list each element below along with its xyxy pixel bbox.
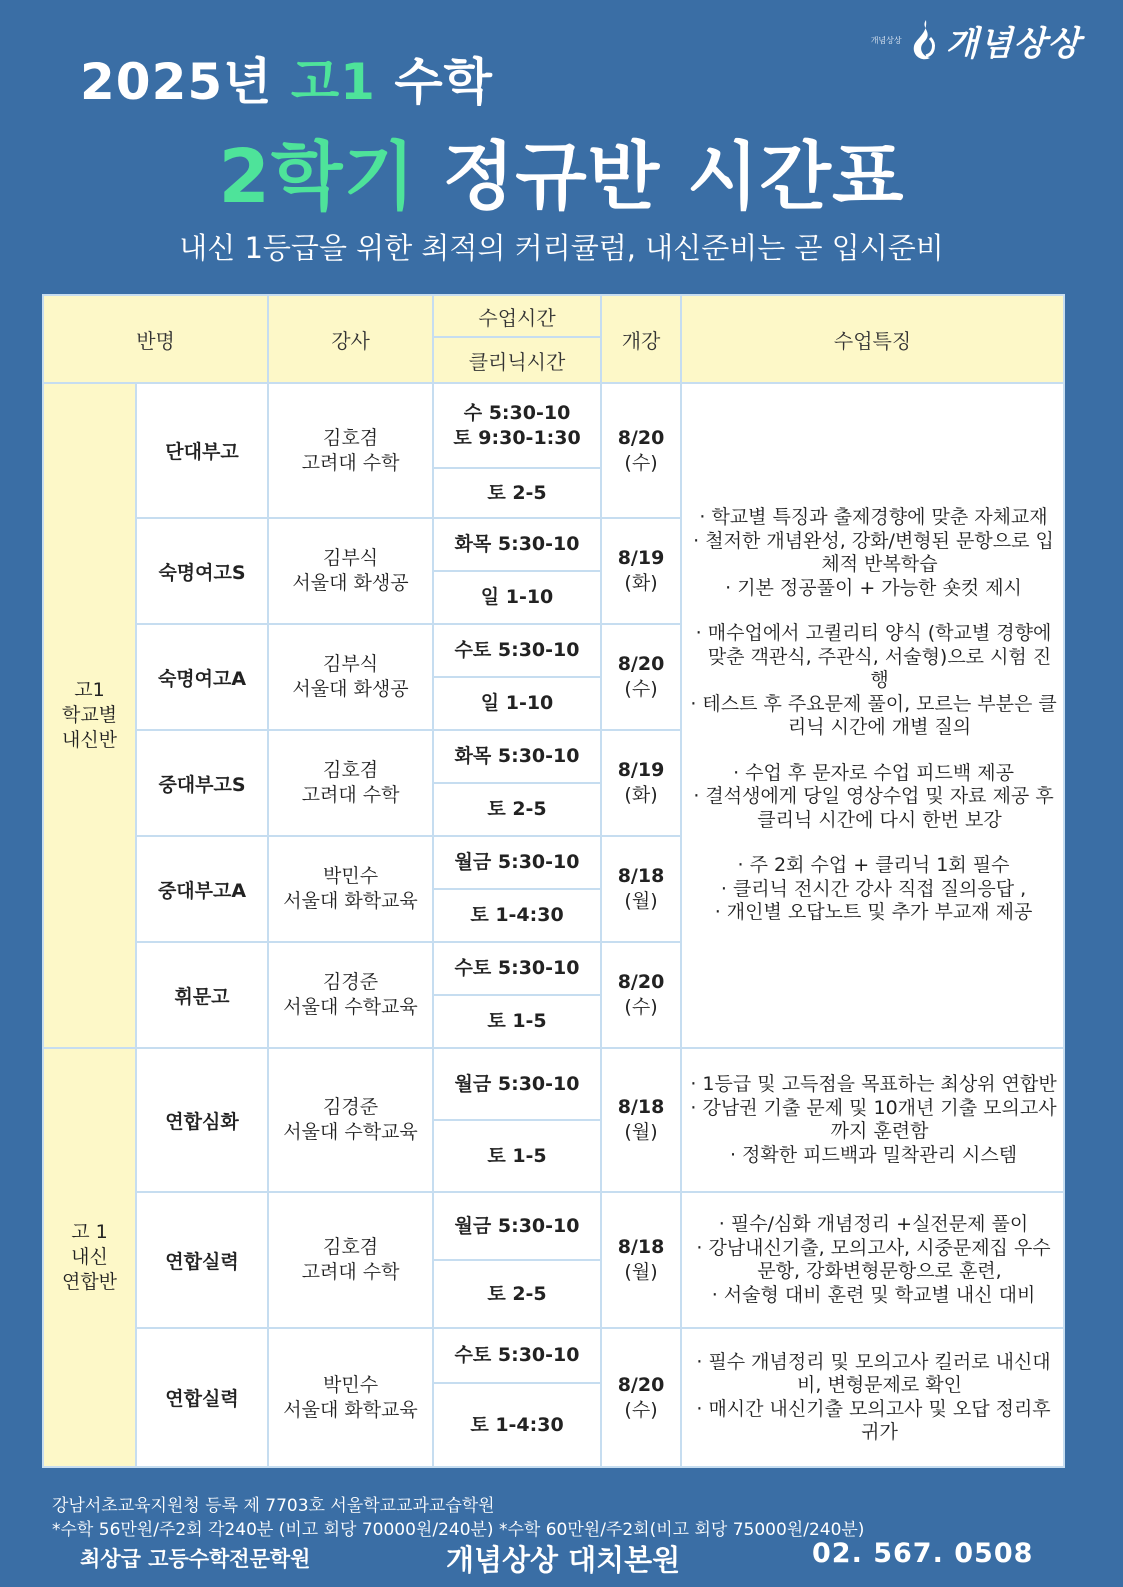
page-title — [0, 118, 1123, 224]
opening-date-value: 8/19 — [617, 759, 665, 781]
feature-item: · 강남권 기출 문제 및 10개년 기출 모의고사까지 훈련함 — [690, 1096, 1057, 1142]
feature-item: · 기본 정공풀이 + 가능한 숏컷 제시 — [725, 576, 1022, 599]
teacher-cell — [268, 942, 433, 1048]
class-name: 중대부고S — [136, 730, 268, 836]
feature-gap — [686, 740, 1059, 762]
opening-date-value: 8/20 — [617, 426, 665, 449]
opening-weekday: (월) — [624, 1261, 658, 1283]
title2-highlight: 2학기 — [218, 134, 417, 220]
teacher-school: 서울대 화생공 — [292, 572, 409, 594]
opening-weekday: (수) — [624, 1398, 658, 1421]
class-time: 월금 5:30-10 — [433, 1048, 601, 1120]
class-name: 숙명여고A — [136, 624, 268, 730]
feature-item: · 주 2회 수업 + 클리닉 1회 필수 — [737, 854, 1010, 877]
teacher-school: 서울대 화생공 — [292, 678, 409, 700]
schedule-table — [42, 294, 1065, 1468]
header-teacher: 강사 — [268, 295, 433, 383]
header-class-time: 수업시간 — [433, 295, 601, 337]
academy-branch-name: 개념상상 대치본원 — [446, 1543, 681, 1577]
features-cell-school — [681, 383, 1064, 1048]
features-cell — [681, 1328, 1064, 1467]
class-time: 월금 5:30-10 — [433, 836, 601, 889]
table-row — [43, 1328, 1064, 1383]
teacher-cell — [268, 836, 433, 942]
feature-item: · 매수업에서 고퀼리티 양식 (학교별 경향에 맞춘 객관식, 주관식, 서술형)으로 시험 진행 — [695, 622, 1052, 692]
class-time: 수토 5:30-10 — [433, 942, 601, 995]
title1-suffix: 수학 — [375, 53, 493, 111]
opening-weekday: (수) — [624, 451, 658, 474]
teacher-name: 김경준 — [322, 1096, 379, 1118]
class-time — [433, 383, 601, 468]
feature-item: · 서술형 대비 훈련 및 학교별 내신 대비 — [711, 1283, 1036, 1306]
class-time: 수토 5:30-10 — [433, 1328, 601, 1383]
title2-suffix: 정규반 시간표 — [416, 134, 905, 220]
clinic-time: 토 1-5 — [433, 995, 601, 1048]
opening-date — [601, 1048, 681, 1192]
class-time: 월금 5:30-10 — [433, 1192, 601, 1260]
header-features: 수업특징 — [681, 295, 1064, 383]
class-name: 중대부고A — [136, 836, 268, 942]
class-time: 화목 5:30-10 — [433, 730, 601, 783]
clinic-time: 토 2-5 — [433, 1260, 601, 1328]
class-time-line: 토 9:30-1:30 — [453, 426, 581, 449]
header-opening: 개강 — [601, 295, 681, 383]
class-time: 수토 5:30-10 — [433, 624, 601, 677]
class-name: 연합심화 — [136, 1048, 268, 1192]
opening-date — [601, 1192, 681, 1328]
opening-weekday: (화) — [624, 784, 658, 806]
opening-weekday: (수) — [624, 678, 658, 700]
teacher-name: 박민수 — [322, 1373, 379, 1396]
teacher-name: 김부식 — [322, 653, 379, 675]
group-label-school — [43, 383, 136, 1048]
clinic-time: 토 1-4:30 — [433, 889, 601, 942]
opening-date-value: 8/20 — [617, 653, 665, 675]
feature-item: · 철저한 개념완성, 강화/변형된 문항으로 입체적 반복학습 — [693, 529, 1054, 576]
teacher-school: 고려대 수학 — [301, 784, 400, 806]
teacher-cell — [268, 624, 433, 730]
table-row — [43, 1048, 1064, 1120]
group2-label-line: 연합반 — [61, 1271, 118, 1293]
opening-weekday: (화) — [624, 572, 658, 594]
teacher-school: 서울대 화학교육 — [283, 1398, 418, 1421]
teacher-cell — [268, 1048, 433, 1192]
clinic-time: 토 2-5 — [433, 468, 601, 518]
opening-date-value: 8/18 — [617, 1236, 665, 1258]
teacher-name: 김호겸 — [322, 1236, 379, 1258]
header-class-name: 반명 — [43, 295, 268, 383]
teacher-school: 서울대 수학교육 — [283, 1121, 418, 1143]
opening-date-value: 8/20 — [617, 971, 665, 993]
teacher-cell — [268, 1328, 433, 1467]
opening-weekday: (월) — [624, 1121, 658, 1143]
opening-date-value: 8/20 — [617, 1373, 665, 1396]
teacher-school: 고려대 수학 — [301, 451, 400, 474]
opening-date — [601, 942, 681, 1048]
feature-item: · 필수 개념정리 및 모의고사 킬러로 내신대비, 변형문제로 확인 — [696, 1350, 1051, 1396]
feature-item: · 매시간 내신기출 모의고사 및 오답 정리후 귀가 — [696, 1397, 1051, 1443]
feature-item: · 테스트 후 주요문제 풀이, 모르는 부분은 클리닉 시간에 개별 질의 — [690, 692, 1057, 739]
opening-date — [601, 624, 681, 730]
class-name: 단대부고 — [136, 383, 268, 518]
group-label-union — [43, 1048, 136, 1467]
teacher-school: 서울대 수학교육 — [283, 996, 418, 1018]
class-time-line: 수 5:30-10 — [463, 401, 571, 424]
opening-date — [601, 836, 681, 942]
tuition-info: *수학 56만원/주2회 각240분 (비고 회당 70000원/240분) *수학 60만원/주2회(비고 회당 75000원/240분) — [52, 1520, 865, 1540]
opening-weekday: (수) — [624, 996, 658, 1018]
teacher-name: 김경준 — [322, 971, 379, 993]
opening-date-value: 8/18 — [617, 865, 665, 887]
academy-tagline: 최상급 고등수학전문학원 — [80, 1547, 311, 1571]
teacher-cell — [268, 1192, 433, 1328]
feature-gap — [686, 600, 1059, 622]
header-clinic-time: 클리닉시간 — [433, 337, 601, 383]
feature-item: · 개인별 오답노트 및 추가 부교재 제공 — [714, 901, 1033, 924]
teacher-school: 고려대 수학 — [301, 1261, 400, 1283]
title1-prefix: 2025년 — [80, 53, 291, 111]
title-year-grade — [80, 42, 493, 114]
opening-date — [601, 518, 681, 624]
group1-label-line: 고1 — [74, 679, 105, 701]
clinic-time: 일 1-10 — [433, 677, 601, 730]
teacher-name: 김호겸 — [322, 759, 379, 781]
feature-item: · 강남내신기출, 모의고사, 시중문제집 우수문항, 강화변형문항으로 훈련, — [696, 1236, 1051, 1282]
opening-date — [601, 383, 681, 518]
teacher-name: 김부식 — [322, 547, 379, 569]
teacher-school: 서울대 화학교육 — [283, 890, 418, 912]
feature-item: · 수업 후 문자로 수업 피드백 제공 — [733, 761, 1014, 784]
feature-item: · 클리닉 전시간 강사 직접 질의응답 , — [720, 877, 1027, 900]
teacher-name: 박민수 — [322, 865, 379, 887]
clinic-time: 토 1-4:30 — [433, 1383, 601, 1467]
class-name: 연합실력 — [136, 1192, 268, 1328]
logo-text: 개념상상 — [945, 24, 1081, 64]
feature-item: · 학교별 특징과 출제경향에 맞춘 자체교재 — [699, 506, 1048, 529]
opening-weekday: (월) — [624, 890, 658, 912]
table-row — [43, 383, 1064, 468]
teacher-cell — [268, 518, 433, 624]
feature-item: · 결석생에게 당일 영상수업 및 자료 제공 후 클리닉 시간에 다시 한번 보강 — [693, 785, 1054, 831]
table-row — [43, 1192, 1064, 1260]
clinic-time: 일 1-10 — [433, 571, 601, 624]
class-name: 휘문고 — [136, 942, 268, 1048]
feature-item: · 1등급 및 고득점을 목표하는 최상위 연합반 — [690, 1073, 1057, 1095]
features-cell — [681, 1192, 1064, 1328]
opening-date-value: 8/19 — [617, 547, 665, 569]
teacher-cell — [268, 730, 433, 836]
feature-gap — [686, 832, 1059, 854]
clinic-time: 토 1-5 — [433, 1120, 601, 1192]
opening-date — [601, 730, 681, 836]
group1-label-line: 학교별 — [61, 704, 118, 726]
teacher-cell — [268, 383, 433, 518]
clinic-time: 토 2-5 — [433, 783, 601, 836]
brand-logo — [871, 16, 1081, 65]
subtitle: 내신 1등급을 위한 최적의 커리큘럼, 내신준비는 곧 입시준비 — [179, 231, 944, 265]
group1-label-line: 내신반 — [61, 729, 118, 751]
phone-number[interactable]: 02. 567. 0508 — [812, 1538, 1034, 1569]
class-name: 숙명여고S — [136, 518, 268, 624]
title1-highlight: 고1 — [290, 53, 376, 111]
features-cell — [681, 1048, 1064, 1192]
group2-label-line: 내신 — [71, 1246, 108, 1268]
feature-item: · 필수/심화 개념정리 +실전문제 풀이 — [718, 1213, 1029, 1235]
flame-swirl-icon — [910, 18, 940, 64]
class-time: 화목 5:30-10 — [433, 518, 601, 571]
feature-item: · 정확한 피드백과 밀착관리 시스템 — [729, 1143, 1018, 1166]
teacher-name: 김호겸 — [322, 426, 379, 449]
opening-date-value: 8/18 — [617, 1096, 665, 1118]
group2-label-line: 고 1 — [71, 1221, 108, 1243]
class-name: 연합실력 — [136, 1328, 268, 1467]
registration-info: 강남서초교육지원청 등록 제 7703호 서울학교교과교습학원 — [52, 1496, 495, 1516]
opening-date — [601, 1328, 681, 1467]
logo-small-text: 개념상상 — [870, 36, 902, 45]
